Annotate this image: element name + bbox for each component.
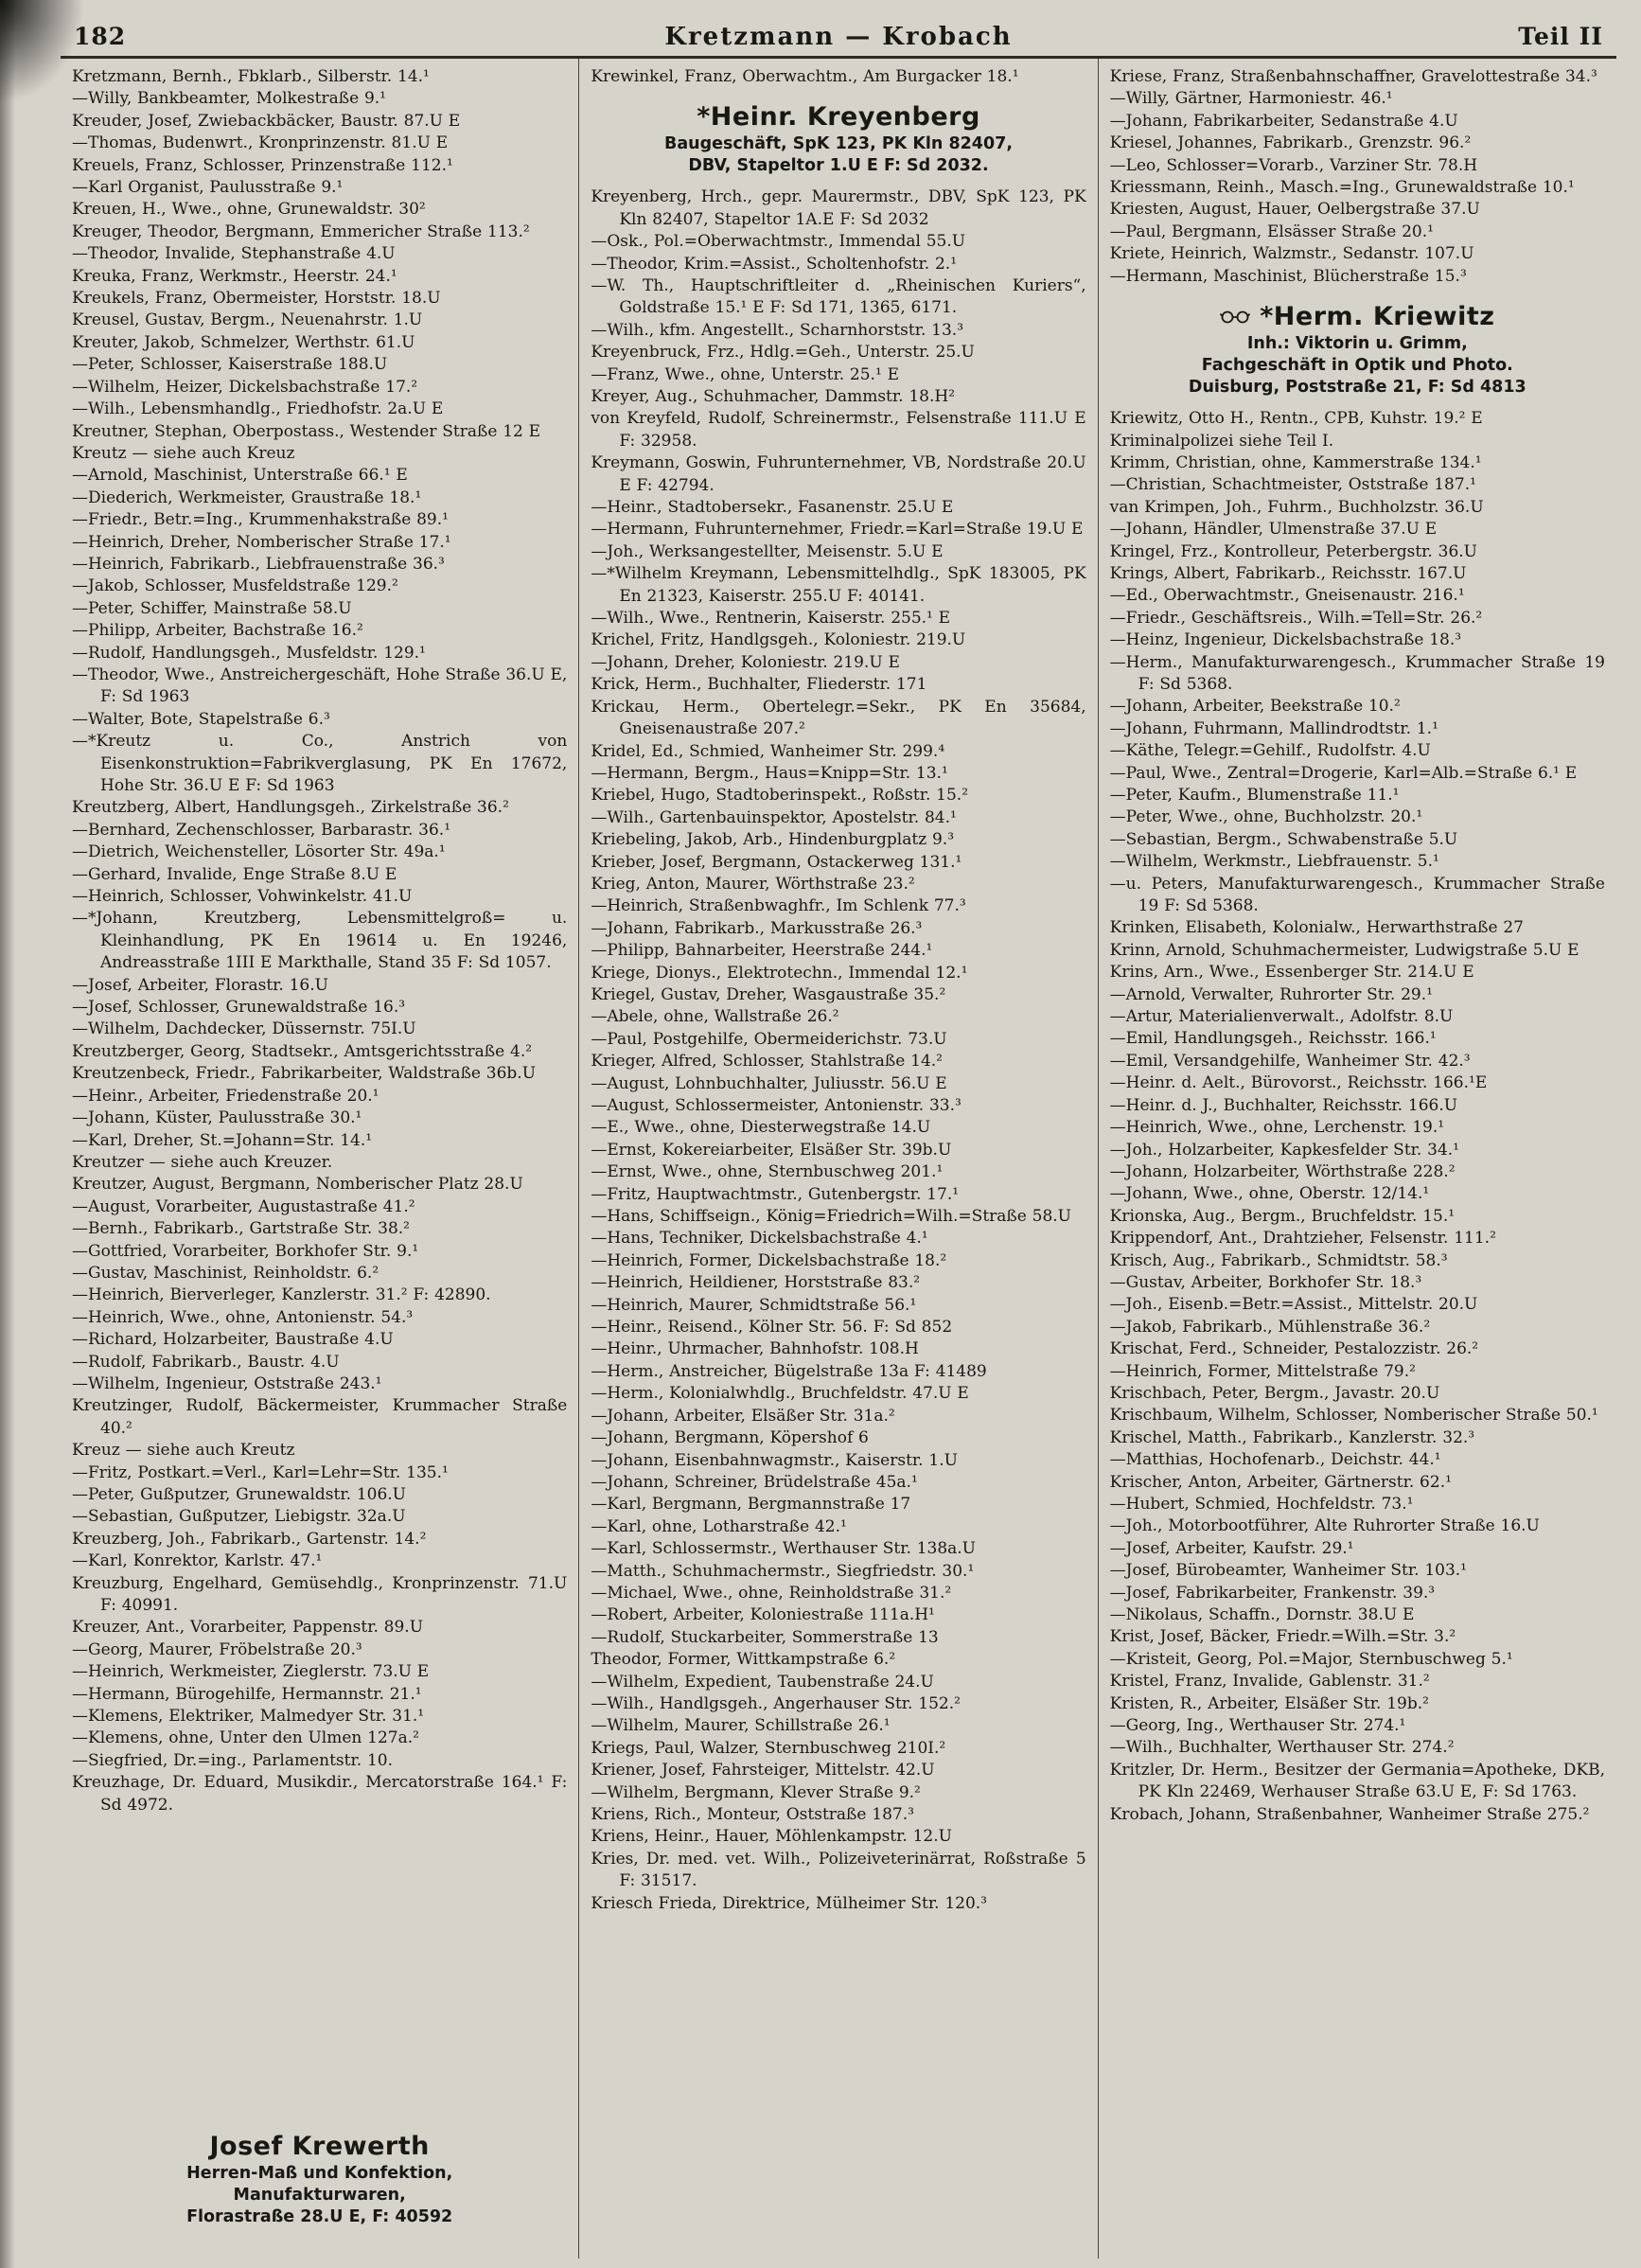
directory-entry: —Sebastian, Bergm., Schwabenstraße 5.U (1109, 829, 1458, 849)
directory-entry: Kriminalpolizei siehe Teil I. (1109, 431, 1334, 451)
directory-entry: —Rudolf, Stuckarbeiter, Sommerstraße 13 (591, 1627, 939, 1647)
directory-entry: —Jakob, Schlosser, Musfeldstraße 129.² (72, 576, 398, 596)
directory-entry: —Robert, Arbeiter, Koloniestraße 111a.H¹ (591, 1605, 935, 1625)
directory-entry: —Johann, Holzarbeiter, Wörthstraße 228.² (1109, 1161, 1456, 1181)
directory-entry: —Peter, Schiffer, Mainstraße 58.U (72, 598, 352, 618)
directory-entry: —Bernhard, Zechenschlosser, Barbarastr. 36.¹ (72, 820, 451, 840)
directory-entry: —Arnold, Verwalter, Ruhrorter Str. 29.¹ (1109, 984, 1433, 1004)
directory-entry: —Heinr., Stadtobersekr., Fasanenstr. 25.U E (591, 498, 954, 518)
directory-entry: —Fritz, Hauptwachtmstr., Gutenbergstr. 17.¹ (591, 1184, 960, 1204)
directory-entry: Krickau, Herm., Obertelegr.=Sekr., PK En 35684, Gneisenaustraße 207.² (591, 697, 1086, 739)
directory-entry: Kreuen, H., Wwe., ohne, Grunewaldstr. 30² (72, 200, 426, 220)
directory-entry: Kreyenbruck, Frz., Hdlg.=Geh., Unterstr. 25.U (591, 343, 975, 363)
directory-entry: —Josef, Schlosser, Grunewaldstraße 16.³ (72, 998, 406, 1018)
directory-entry: —Hermann, Bürogehilfe, Hermannstr. 21.¹ (72, 1684, 422, 1704)
advert-title-text: *Herm. Kriewitz (1260, 302, 1495, 332)
column-1 (61, 59, 578, 2259)
directory-entry: —Hans, Schiffseign., König=Friedrich=Wilh.=Straße 58.U (591, 1207, 1072, 1227)
directory-entry: Kriese, Franz, Straßenbahnschaffner, Gravelottestraße 34.³ (1109, 67, 1597, 86)
directory-entry: Krins, Arn., Wwe., Essenberger Str. 214.U E (1109, 963, 1474, 983)
directory-entry: Krischer, Anton, Arbeiter, Gärtnerstr. 62.¹ (1109, 1472, 1452, 1492)
directory-entry: —Ernst, Wwe., ohne, Sternbuschweg 201.¹ (591, 1162, 944, 1182)
directory-entry: Kriete, Heinrich, Walzmstr., Sedanstr. 107.U (1109, 244, 1474, 264)
directory-entry: —Hermann, Bergm., Haus=Knipp=Str. 13.¹ (591, 763, 948, 783)
directory-entry: —Heinrich, Straßenbwaghfr., Im Schlenk 77.³ (591, 896, 966, 916)
directory-entry: —Heinrich, Dreher, Nomberischer Straße 17.¹ (72, 532, 451, 552)
directory-entry: —u. Peters, Manufakturwarengesch., Krummacher Straße 19 F: Sd 5368. (1109, 874, 1605, 916)
directory-entry: —Johann, Arbeiter, Elsäßer Str. 31a.² (591, 1406, 895, 1426)
directory-entry: —Michael, Wwe., ohne, Reinholdstraße 31.² (591, 1583, 952, 1603)
directory-entry: Kreuter, Jakob, Schmelzer, Werthstr. 61.U (72, 332, 415, 352)
directory-entry: —Bernh., Fabrikarb., Gartstraße Str. 38.² (72, 1219, 410, 1239)
directory-entry: Kreukels, Franz, Obermeister, Horststr. 18.U (72, 289, 441, 309)
directory-entry: Krieber, Josef, Bergmann, Ostackerweg 131.¹ (591, 852, 962, 872)
directory-entry: Krist, Josef, Bäcker, Friedr.=Wilh.=Str. 3.² (1109, 1627, 1456, 1647)
directory-entry: —*Wilhelm Kreymann, Lebensmittelhdlg., SpK 183005, PK En 21323, Kaiserstr. 255.U F: 40141. (591, 564, 1086, 606)
directory-entry: Kriens, Heinr., Hauer, Möhlenkampstr. 12.U (591, 1827, 952, 1847)
directory-entry: —Fritz, Postkart.=Verl., Karl=Lehr=Str. 135.¹ (72, 1462, 449, 1482)
page-title: Kretzmann — Krobach (664, 23, 1013, 51)
directory-entry: Kriens, Rich., Monteur, Oststraße 187.³ (591, 1805, 914, 1824)
directory-entry: —Karl, Bergmann, Bergmannstraße 17 (591, 1495, 911, 1515)
directory-entry: Kristel, Franz, Invalide, Gablenstr. 31.² (1109, 1672, 1430, 1692)
directory-entry: —Paul, Wwe., Zentral=Drogerie, Karl=Alb.=Straße 6.¹ E (1109, 763, 1578, 783)
directory-entry: —Rudolf, Fabrikarb., Baustr. 4.U (72, 1352, 340, 1372)
directory-entry: —Christian, Schachtmeister, Oststraße 187.¹ (1109, 475, 1476, 495)
directory-entry: —Wilh., Gartenbauinspektor, Apostelstr. 84.¹ (591, 807, 957, 827)
directory-entry: Krieger, Alfred, Schlosser, Stahlstraße 14.² (591, 1052, 943, 1072)
directory-entry: —Wilhelm, Ingenieur, Oststraße 243.¹ (72, 1373, 382, 1393)
column-2 (578, 59, 1097, 2259)
directory-entry: —Walter, Bote, Stapelstraße 6.³ (72, 709, 330, 729)
directory-entry: —Willy, Bankbeamter, Molkestraße 9.¹ (72, 89, 386, 109)
directory-entry: van Krimpen, Joh., Fuhrm., Buchholzstr. 36.U (1109, 497, 1484, 517)
directory-entry: —Osk., Pol.=Oberwachtmstr., Immendal 55.U (591, 232, 966, 252)
directory-entry: Kringel, Frz., Kontrolleur, Peterbergstr. 36.U (1109, 541, 1478, 561)
advert-title (1110, 301, 1605, 333)
directory-entry: —Wilh., Wwe., Rentnerin, Kaiserstr. 255.¹ E (591, 609, 951, 629)
directory-entry: —Heinrich, Wwe., ohne, Lerchenstr. 19.¹ (1109, 1118, 1445, 1138)
directory-entry: —Paul, Bergmann, Elsässer Straße 20.¹ (1109, 221, 1434, 241)
directory-entry: von Kreyfeld, Rudolf, Schreinermstr., Felsenstraße 111.U E F: 32958. (591, 409, 1086, 451)
directory-entry: —Karl, Schlossermstr., Werthauser Str. 138a.U (591, 1539, 977, 1559)
directory-entry: —Käthe, Telegr.=Gehilf., Rudolfstr. 4.U (1109, 741, 1431, 761)
directory-entry: Kreutzberg, Albert, Handlungsgeh., Zirkelstraße 36.² (72, 798, 509, 818)
directory-entry: —Matthias, Hochofenarb., Deichstr. 44.¹ (1109, 1450, 1441, 1470)
directory-entry: Kreuka, Franz, Werkmstr., Heerstr. 24.¹ (72, 266, 397, 286)
directory-entry: —Johann, Händler, Ulmenstraße 37.U E (1109, 520, 1438, 540)
directory-entry: —Richard, Holzarbeiter, Baustraße 4.U (72, 1330, 394, 1350)
directory-entry: —*Kreutz u. Co., Anstrich von Eisenkonstruktion=Fabrikverglasung, PK En 17672, Hohe Str. 36.U E F: Sd 1963 (72, 732, 568, 795)
directory-entry: —Gottfried, Vorarbeiter, Borkhofer Str. 9.¹ (72, 1241, 419, 1261)
directory-entry: —Wilh., Buchhalter, Werthauser Str. 274.² (1109, 1738, 1455, 1758)
directory-entry: Kriewitz, Otto H., Rentn., CPB, Kuhstr. 19.² E (1109, 409, 1483, 429)
directory-entry: —Heinr., Arbeiter, Friedenstraße 20.¹ (72, 1086, 379, 1106)
directory-entry: —August, Lohnbuchhalter, Juliusstr. 56.U E (591, 1073, 947, 1093)
directory-entry: —Herm., Kolonialwhdlg., Bruchfeldstr. 47.U E (591, 1384, 969, 1404)
directory-entry: —Wilhelm, Maurer, Schillstraße 26.¹ (591, 1716, 891, 1736)
column-3 (1098, 59, 1616, 2259)
directory-entry: —Peter, Wwe., ohne, Buchholzstr. 20.¹ (1109, 807, 1423, 827)
directory-entry: —Wilhelm, Dachdecker, Düssernstr. 75I.U (72, 1019, 416, 1039)
directory-entry: Kreutzer, August, Bergmann, Nomberischer Platz 28.U (72, 1175, 523, 1195)
directory-entry: —Heinrich, Former, Dickelsbachstraße 18.² (591, 1250, 947, 1270)
directory-entry: —Wilh., kfm. Angestellt., Scharnhorststr. 13.³ (591, 320, 964, 340)
directory-entry: Kreutzenbeck, Friedr., Fabrikarbeiter, Waldstraße 36b.U (72, 1064, 537, 1084)
directory-entry: —Thomas, Budenwrt., Kronprinzenstr. 81.U E (72, 133, 449, 153)
page-header (61, 19, 1616, 59)
directory-entry: —Johann, Bergmann, Köpershof 6 (591, 1428, 869, 1448)
directory-entry: Kreutz — siehe auch Kreuz (72, 443, 295, 463)
directory-entry: —Nikolaus, Schaffn., Dornstr. 38.U E (1109, 1605, 1415, 1625)
directory-entry: —Artur, Materialienverwalt., Adolfstr. 8.U (1109, 1007, 1454, 1027)
directory-entry: Krimm, Christian, ohne, Kammerstraße 134.¹ (1109, 452, 1482, 472)
directory-entry: —Heinrich, Schlosser, Vohwinkelstr. 41.U (72, 887, 413, 907)
directory-entry: Kriesel, Johannes, Fabrikarb., Grenzstr. 96.² (1109, 133, 1472, 153)
directory-entry: —August, Vorarbeiter, Augustastraße 41.² (72, 1196, 415, 1216)
directory-entry: —Georg, Ing., Werthauser Str. 274.¹ (1109, 1716, 1406, 1736)
directory-entry: —Arnold, Maschinist, Unterstraße 66.¹ E (72, 466, 408, 486)
directory-entry: —Heinz, Ingenieur, Dickelsbachstraße 18.³ (1109, 630, 1462, 650)
directory-entry: Kriegs, Paul, Walzer, Sternbuschweg 210I.² (591, 1738, 946, 1758)
directory-entry: Kriener, Josef, Fahrsteiger, Mittelstr. 42.U (591, 1761, 935, 1781)
directory-entry: —Jakob, Fabrikarb., Mühlenstraße 36.² (1109, 1317, 1431, 1337)
directory-entry: —Wilhelm, Werkmstr., Liebfrauenstr. 5.¹ (1109, 852, 1439, 872)
advert-line: Fachgeschäft in Optik und Photo. (1201, 355, 1513, 375)
directory-entry: Krick, Herm., Buchhalter, Fliederstr. 171 (591, 675, 927, 695)
directory-entry: —Josef, Bürobeamter, Wanheimer Str. 103.¹ (1109, 1561, 1467, 1581)
directory-entry: —Gustav, Arbeiter, Borkhofer Str. 18.³ (1109, 1272, 1422, 1292)
directory-entry: —Joh., Holzarbeiter, Kapkesfelder Str. 34.¹ (1109, 1140, 1459, 1160)
directory-entry: —Hans, Techniker, Dickelsbachstraße 4.¹ (591, 1229, 928, 1249)
directory-entry: —Emil, Handlungsgeh., Reichsstr. 166.¹ (1109, 1029, 1437, 1049)
directory-entry: —Matth., Schuhmachermstr., Siegfriedstr. 30.¹ (591, 1561, 975, 1581)
directory-entry: —Theodor, Invalide, Stephanstraße 4.U (72, 244, 396, 264)
directory-entry: —Josef, Fabrikarbeiter, Frankenstr. 39.³ (1109, 1583, 1436, 1603)
advert-kriewitz (1110, 301, 1605, 399)
directory-entry: —Peter, Gußputzer, Grunewaldstr. 106.U (72, 1485, 406, 1504)
directory-entry: —Karl, ohne, Lotharstraße 42.¹ (591, 1516, 847, 1536)
directory-entry: —Johann, Schreiner, Brüdelstraße 45a.¹ (591, 1472, 918, 1492)
directory-entry: —Karl, Konrektor, Karlstr. 47.¹ (72, 1551, 323, 1571)
directory-entry: —Klemens, Elektriker, Malmedyer Str. 31.¹ (72, 1707, 425, 1727)
page-number: 182 (74, 23, 127, 50)
directory-entry: —Wilh., Lebensmhandlg., Friedhofstr. 2a.U E (72, 399, 444, 419)
advert-line: Duisburg, Poststraße 21, F: Sd 4813 (1188, 378, 1526, 397)
directory-entry: Kretzmann, Bernh., Fbklarb., Silberstr. 14.¹ (72, 67, 430, 86)
directory-entry: Krobach, Johann, Straßenbahner, Wanheimer Straße 275.² (1109, 1804, 1590, 1824)
directory-entry: Kreuzburg, Engelhard, Gemüsehdlg., Kronprinzenstr. 71.U F: 40991. (72, 1573, 568, 1616)
directory-entry: —Heinr., Reisend., Kölner Str. 56. F: Sd 852 (591, 1318, 953, 1338)
directory-entry: Kreuz — siehe auch Kreutz (72, 1441, 295, 1461)
directory-entry: —Karl, Dreher, St.=Johann=Str. 14.¹ (72, 1130, 373, 1150)
directory-entry: —Theodor, Krim.=Assist., Scholtenhofstr. 2.¹ (591, 254, 958, 274)
advert-line: DBV, Stapeltor 1.U E F: Sd 2032. (688, 156, 989, 176)
directory-entry: Kreutzinger, Rudolf, Bäckermeister, Krummacher Straße 40.² (72, 1396, 568, 1438)
directory-entry: Kreutner, Stephan, Oberpostass., Westender Straße 12 E (72, 421, 541, 441)
directory-entry: Kreuzer, Ant., Vorarbeiter, Pappenstr. 89.U (72, 1618, 424, 1638)
directory-entry: —Heinrich, Former, Mittelstraße 79.² (1109, 1361, 1416, 1381)
advert-title (591, 101, 1085, 133)
directory-entry: —Diederich, Werkmeister, Graustraße 18.¹ (72, 487, 422, 507)
directory-entry: —Friedr., Geschäftsreis., Wilh.=Tell=Str. 26.² (1109, 608, 1483, 628)
directory-entry: Krischat, Ferd., Schneider, Pestalozzistr. 26.² (1109, 1339, 1479, 1359)
directory-entry: Kriessmann, Reinh., Masch.=Ing., Grunewaldstraße 10.¹ (1109, 178, 1575, 198)
advert-line: Inh.: Viktorin u. Grimm, (1246, 333, 1468, 353)
directory-entry: Kreusel, Gustav, Bergm., Neuenahrstr. 1.U (72, 310, 423, 330)
page-part-label: Teil II (1518, 23, 1603, 50)
directory-entry: —Heinrich, Bierverleger, Kanzlerstr. 31.² F: 42890. (72, 1285, 491, 1305)
directory-entry: —Friedr., Betr.=Ing., Krummenhakstraße 89.¹ (72, 510, 449, 530)
directory-entry: Krieg, Anton, Maurer, Wörthstraße 23.² (591, 874, 915, 894)
advert-title-text: *Heinr. Kreyenberg (697, 102, 980, 133)
directory-entry: —Johann, Eisenbahnwagmstr., Kaiserstr. 1.U (591, 1450, 958, 1470)
directory-entry: Kries, Dr. med. vet. Wilh., Polizeiveterinärrat, Roßstraße 5 F: 31517. (591, 1849, 1086, 1891)
directory-entry: —Philipp, Arbeiter, Bachstraße 16.² (72, 621, 363, 641)
directory-entry: —Philipp, Bahnarbeiter, Heerstraße 244.¹ (591, 941, 933, 961)
advert-line: Baugeschäft, SpK 123, PK Kln 82407, (664, 134, 1013, 154)
directory-entry: —Hubert, Schmied, Hochfeldstr. 73.¹ (1109, 1495, 1414, 1514)
directory-entry: —Joh., Eisenb.=Betr.=Assist., Mittelstr. 20.U (1109, 1295, 1478, 1315)
directory-entry: Kriesch Frieda, Direktrice, Mülheimer Str. 120.³ (591, 1893, 987, 1913)
directory-entry: Krionska, Aug., Bergm., Bruchfeldstr. 15.¹ (1109, 1206, 1456, 1226)
directory-entry: Kristen, R., Arbeiter, Elsäßer Str. 19b.² (1109, 1693, 1429, 1713)
directory-entry: Krinken, Elisabeth, Kolonialw., Herwarthstraße 27 (1109, 918, 1524, 938)
advert-line: Florastraße 28.U E, F: 40592 (186, 2206, 453, 2226)
advert-line: Manufakturwaren, (233, 2185, 406, 2205)
directory-entry: —Wilhelm, Expedient, Taubenstraße 24.U (591, 1672, 934, 1692)
directory-entry: Kreyer, Aug., Schuhmacher, Dammstr. 18.H² (591, 387, 956, 406)
advert-krewerth (72, 2131, 567, 2228)
directory-entry: —Herm., Manufakturwarengesch., Krummacher Straße 19 F: Sd 5368. (1109, 652, 1605, 694)
directory-entry: —Rudolf, Handlungsgeh., Musfeldstr. 129.¹ (72, 643, 426, 663)
directory-entry: Krinn, Arnold, Schuhmachermeister, Ludwigstraße 5.U E (1109, 940, 1579, 960)
directory-entry: —Johann, Fuhrmann, Mallindrodtstr. 1.¹ (1109, 718, 1438, 738)
directory-entry: —Sebastian, Gußputzer, Liebigstr. 32a.U (72, 1507, 406, 1527)
directory-entry: Kriege, Dionys., Elektrotechn., Immendal 12.¹ (591, 963, 968, 983)
directory-entry: Krewinkel, Franz, Oberwachtm., Am Burgacker 18.¹ (591, 67, 1019, 86)
eyeglasses-icon (1220, 310, 1250, 324)
directory-entry: Kriebeling, Jakob, Arb., Hindenburgplatz 9.³ (591, 830, 955, 850)
directory-columns (61, 59, 1616, 2259)
directory-entry: —Gustav, Maschinist, Reinholdstr. 6.² (72, 1263, 379, 1283)
directory-entry: —Johann, Fabrikarb., Markusstraße 26.³ (591, 918, 923, 938)
directory-entry: —E., Wwe., ohne, Diesterwegstraße 14.U (591, 1118, 931, 1138)
directory-entry: Kreuger, Theodor, Bergmann, Emmericher Straße 113.² (72, 221, 530, 241)
directory-entry: —Hermann, Maschinist, Blücherstraße 15.³ (1109, 266, 1467, 286)
directory-entry: —Karl Organist, Paulusstraße 9.¹ (72, 178, 344, 198)
directory-entry: —*Johann, Kreutzberg, Lebensmittelgroß= u. Kleinhandlung, PK En 19614 u. En 19246, Andreasstraße 1III E Markthalle, Stand 35 F: Sd 1057. (72, 909, 568, 973)
directory-entry: —Kristeit, Georg, Pol.=Major, Sternbuschweg 5.¹ (1109, 1649, 1513, 1669)
directory-entry: —Wilh., Handlgsgeh., Angerhauser Str. 152.² (591, 1693, 961, 1713)
directory-entry: Krischbach, Peter, Bergm., Javastr. 20.U (1109, 1383, 1440, 1403)
advert-title (72, 2131, 567, 2163)
advert-title-text: Josef Krewerth (209, 2131, 430, 2161)
directory-entry: —Ernst, Kokereiarbeiter, Elsäßer Str. 39b.U (591, 1140, 952, 1160)
directory-entry: —Johann, Küster, Paulusstraße 30.¹ (72, 1108, 362, 1128)
directory-entry: —Joh., Motorbootführer, Alte Ruhrorter Straße 16.U (1109, 1516, 1540, 1536)
directory-entry: Kreuels, Franz, Schlosser, Prinzenstraße 112.¹ (72, 155, 453, 175)
directory-entry: Kritzler, Dr. Herm., Besitzer der Germania=Apotheke, DKB, PK Kln 22469, Werhauser Straße 63.U E, F: Sd 1763. (1109, 1760, 1605, 1802)
directory-entry: Kreutzberger, Georg, Stadtsekr., Amtsgerichtsstraße 4.² (72, 1041, 533, 1061)
directory-entry: —Heinrich, Wwe., ohne, Antonienstr. 54.³ (72, 1307, 414, 1327)
directory-entry: Kriesten, August, Hauer, Oelbergstraße 37.U (1109, 200, 1480, 220)
directory-entry: —Johann, Arbeiter, Beekstraße 10.² (1109, 697, 1401, 717)
directory-entry: Krichel, Fritz, Handlgsgeh., Koloniestr. 219.U (591, 630, 966, 650)
directory-entry: —Herm., Anstreicher, Bügelstraße 13a F: 41489 (591, 1361, 987, 1381)
directory-entry: Kriegel, Gustav, Dreher, Wasgaustraße 35.² (591, 984, 946, 1004)
directory-entry: —Heinr. d. Aelt., Bürovorst., Reichsstr. 166.¹E (1109, 1073, 1488, 1093)
directory-entry: —Wilhelm, Heizer, Dickelsbachstraße 17.² (72, 377, 418, 397)
directory-entry: —Wilhelm, Bergmann, Klever Straße 9.² (591, 1782, 921, 1802)
directory-entry: —Georg, Maurer, Fröbelstraße 20.³ (72, 1639, 362, 1659)
directory-entry: —Franz, Wwe., ohne, Unterstr. 25.¹ E (591, 364, 899, 384)
directory-entry: —Heinrich, Werkmeister, Zieglerstr. 73.U E (72, 1662, 430, 1682)
directory-entry: —Heinr. d. J., Buchhalter, Reichsstr. 166.U (1109, 1095, 1458, 1115)
directory-entry: —Peter, Schlosser, Kaiserstraße 188.U (72, 355, 388, 375)
directory-entry: Krippendorf, Ant., Drahtzieher, Felsenstr. 111.² (1109, 1229, 1496, 1249)
directory-entry: Kreuzhage, Dr. Eduard, Musikdir., Mercatorstraße 164.¹ F: Sd 4972. (72, 1773, 568, 1815)
directory-entry: —Siegfried, Dr.=ing., Parlamentstr. 10. (72, 1750, 393, 1770)
directory-entry: Kridel, Ed., Schmied, Wanheimer Str. 299.⁴ (591, 741, 945, 761)
directory-entry: Theodor, Former, Wittkampstraße 6.² (591, 1650, 896, 1670)
directory-entry: Kreutzer — siehe auch Kreuzer. (72, 1152, 333, 1172)
directory-entry: Kreyenberg, Hrch., gepr. Maurermstr., DBV, SpK 123, PK Kln 82407, Stapeltor 1A.E F: Sd 2032 (591, 187, 1086, 229)
directory-entry: Kriebel, Hugo, Stadtoberinspekt., Roßstr. 15.² (591, 786, 969, 806)
directory-entry: —Ed., Oberwachtmstr., Gneisenaustr. 216.¹ (1109, 586, 1465, 606)
directory-entry: —Johann, Fabrikarbeiter, Sedanstraße 4.U (1109, 111, 1458, 131)
directory-entry: —Emil, Versandgehilfe, Wanheimer Str. 42.³ (1109, 1051, 1471, 1071)
directory-entry: Kreuzberg, Joh., Fabrikarb., Gartenstr. 14.² (72, 1529, 427, 1549)
directory-entry: —Josef, Arbeiter, Florastr. 16.U (72, 975, 328, 995)
directory-entry: —Theodor, Wwe., Anstreichergeschäft, Hohe Straße 36.U E, F: Sd 1963 (72, 664, 568, 707)
directory-entry: —W. Th., Hauptschriftleiter d. „Rheinischen Kuriers“, Goldstraße 15.¹ E F: Sd 171, 1365, 6171. (591, 275, 1086, 318)
directory-entry: —Peter, Kaufm., Blumenstraße 11.¹ (1109, 786, 1400, 805)
directory-entry: —Heinr., Uhrmacher, Bahnhofstr. 108.H (591, 1339, 919, 1359)
directory-entry: —Klemens, ohne, Unter den Ulmen 127a.² (72, 1728, 419, 1748)
directory-entry: —Gerhard, Invalide, Enge Straße 8.U E (72, 864, 397, 884)
directory-entry: Krings, Albert, Fabrikarb., Reichsstr. 167.U (1109, 563, 1467, 583)
directory-entry: —Heinrich, Maurer, Schmidtstraße 56.¹ (591, 1295, 917, 1315)
directory-entry: —Johann, Dreher, Koloniestr. 219.U E (591, 652, 900, 672)
directory-entry: Krischbaum, Wilhelm, Schlosser, Nomberischer Straße 50.¹ (1109, 1406, 1598, 1426)
directory-entry: Krisch, Aug., Fabrikarb., Schmidtstr. 58.³ (1109, 1250, 1448, 1270)
directory-entry: —Paul, Postgehilfe, Obermeiderichstr. 73.U (591, 1029, 947, 1049)
directory-entry: —Dietrich, Weichensteller, Lösorter Str. 49a.¹ (72, 842, 446, 862)
directory-entry: —August, Schlossermeister, Antonienstr. 33.³ (591, 1096, 962, 1115)
directory-entry: —Leo, Schlosser=Vorarb., Varziner Str. 78.H (1109, 155, 1478, 175)
directory-entry: —Hermann, Fuhrunternehmer, Friedr.=Karl=Straße 19.U E (591, 520, 1084, 540)
advert-line: Herren-Maß und Konfektion, (186, 2163, 453, 2183)
directory-entry: Krischel, Matth., Fabrikarb., Kanzlerstr. 32.³ (1109, 1427, 1475, 1447)
directory-entry: —Joh., Werksangestellter, Meisenstr. 5.U E (591, 541, 944, 561)
directory-entry: Kreuder, Josef, Zwiebackbäcker, Baustr. 87.U E (72, 111, 461, 131)
directory-entry: —Josef, Arbeiter, Kaufstr. 29.¹ (1109, 1538, 1354, 1558)
directory-entry: —Johann, Wwe., ohne, Oberstr. 12/14.¹ (1109, 1184, 1430, 1204)
directory-entry: Kreymann, Goswin, Fuhrunternehmer, VB, Nordstraße 20.U E F: 42794. (591, 453, 1086, 495)
advert-kreyenberg (591, 101, 1085, 177)
directory-entry: —Willy, Gärtner, Harmoniestr. 46.¹ (1109, 89, 1393, 109)
directory-entry: —Abele, ohne, Wallstraße 26.² (591, 1007, 839, 1027)
directory-entry: —Heinrich, Heildiener, Horststraße 83.² (591, 1273, 921, 1293)
directory-entry: —Heinrich, Fabrikarb., Liebfrauenstraße 36.³ (72, 554, 445, 574)
